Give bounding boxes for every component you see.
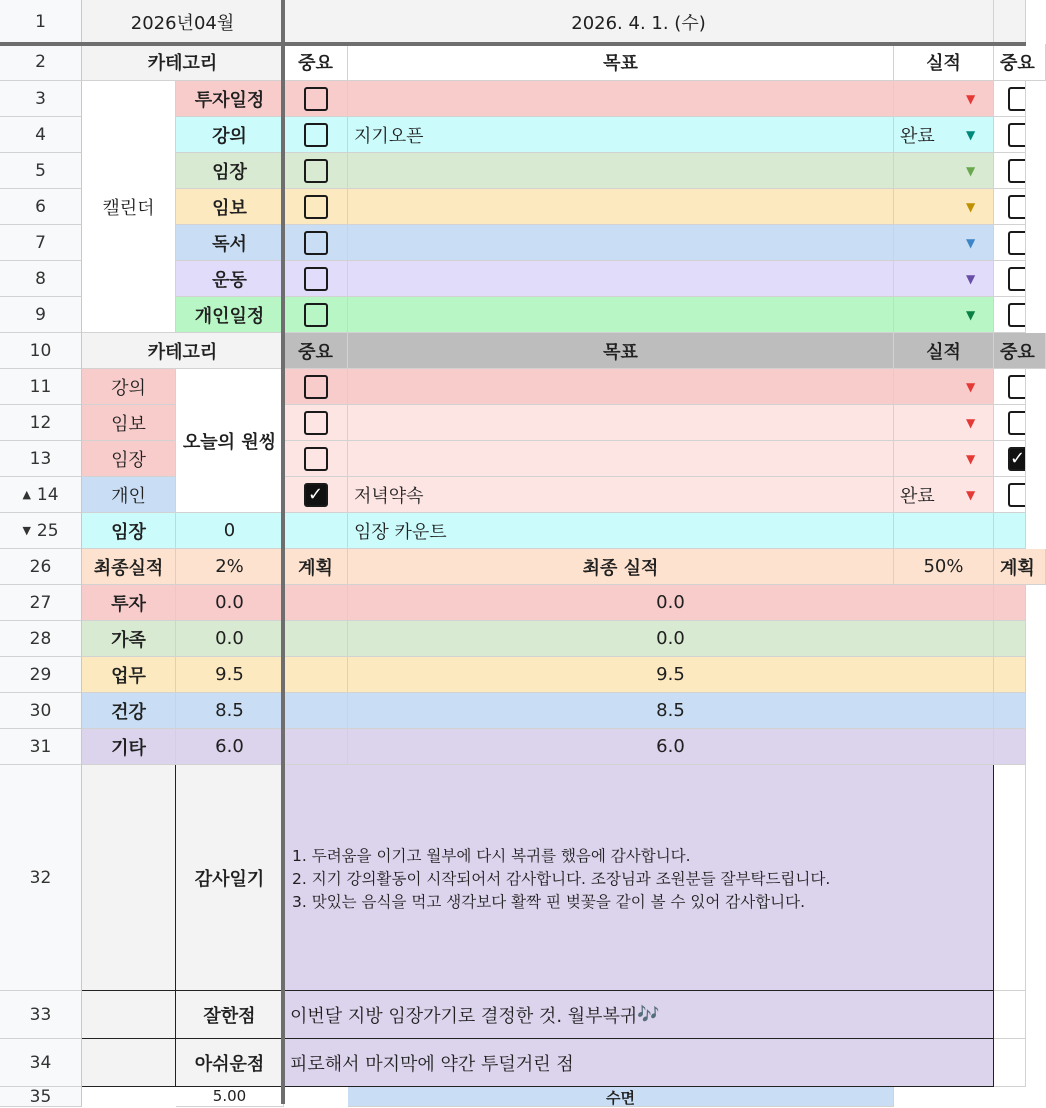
important-checkbox[interactable] [304, 411, 328, 435]
result-dropdown[interactable] [894, 297, 994, 333]
important-checkbox[interactable] [304, 87, 328, 111]
imjang-count-label: 임장 카운트 [348, 513, 894, 549]
important-cell [284, 225, 348, 261]
important-cell [284, 405, 348, 441]
next-important-cell [994, 153, 1026, 189]
final-value: 2% [176, 549, 284, 585]
next-important-checkbox[interactable] [1008, 303, 1025, 327]
row-header: 30 [0, 693, 82, 729]
regret-text[interactable]: 피로해서 마지막에 약간 투덜거린 점 [284, 1039, 994, 1087]
next-important-cell [994, 405, 1026, 441]
next-important-checkbox[interactable] [1008, 483, 1025, 507]
goal-cell[interactable] [348, 405, 894, 441]
next-important-cell [994, 117, 1026, 153]
result-header: 실적 [894, 44, 994, 81]
score-category: 가족 [82, 621, 176, 657]
one-thing-label: 오늘의 원씽 [176, 369, 284, 513]
row-header: 9 [0, 297, 82, 333]
important-cell [284, 189, 348, 225]
score-main: 0.0 [348, 621, 994, 657]
row-header: 11 [0, 369, 82, 405]
dropdown-arrow-icon[interactable]: ▼ [966, 200, 976, 214]
important-checkbox[interactable] [304, 375, 328, 399]
important-checkbox[interactable] [304, 267, 328, 291]
next-important-cell [994, 477, 1026, 513]
imjang-label: 임장 [82, 513, 176, 549]
score-main: 8.5 [348, 693, 994, 729]
calendar-category: 강의 [176, 117, 284, 153]
next-important-checkbox[interactable] [1008, 123, 1025, 147]
row-header: 26 [0, 549, 82, 585]
next-date-cell [994, 0, 1026, 44]
gratitude-line: 2. 지기 강의활동이 시작되어서 감사합니다. 조장님과 조원분들 잘부탁드립니다. [292, 870, 831, 888]
row-header: 13 [0, 441, 82, 477]
score-next [994, 657, 1026, 693]
goal-cell[interactable] [348, 153, 894, 189]
important-checkbox[interactable] [304, 159, 328, 183]
important-header: 중요 [284, 44, 348, 81]
next-important-checkbox[interactable] [1008, 159, 1025, 183]
result-dropdown[interactable] [894, 261, 994, 297]
one-thing-category: 임보 [82, 405, 176, 441]
goal-cell[interactable] [348, 189, 894, 225]
category-header: 카테고리 [82, 44, 284, 81]
score-main: 9.5 [348, 657, 994, 693]
freeze-column-divider[interactable] [281, 0, 285, 1104]
score-category: 건강 [82, 693, 176, 729]
dropdown-arrow-icon[interactable]: ▼ [966, 236, 976, 250]
calendar-category: 개인일정 [176, 297, 284, 333]
next-important-cell [994, 225, 1026, 261]
important-cell [284, 297, 348, 333]
goal-cell[interactable]: 지기오픈 [348, 117, 894, 153]
result-dropdown[interactable] [894, 81, 994, 117]
expand-up-icon[interactable]: ▲ [22, 488, 31, 501]
row-header: 29 [0, 657, 82, 693]
collapse-down-icon[interactable]: ▼ [22, 524, 31, 537]
regret-next [994, 1039, 1026, 1087]
row-header: 4 [0, 117, 82, 153]
gratitude-text[interactable] [284, 765, 994, 991]
result-dropdown[interactable] [894, 153, 994, 189]
row-header: 31 [0, 729, 82, 765]
row-header: 28 [0, 621, 82, 657]
goal-cell[interactable] [348, 81, 894, 117]
score-value: 8.5 [176, 693, 284, 729]
result-dropdown[interactable] [894, 405, 994, 441]
score-blank [284, 585, 348, 621]
month-cell: 2026년04월 [82, 0, 284, 44]
next-important-header: 중요 [994, 333, 1046, 369]
calendar-category: 임보 [176, 189, 284, 225]
next-important-checkbox[interactable] [1008, 87, 1025, 111]
score-blank [284, 621, 348, 657]
result-header: 실적 [894, 333, 994, 369]
next-important-cell [994, 369, 1026, 405]
category-header: 카테고리 [82, 333, 284, 369]
goal-cell[interactable] [348, 261, 894, 297]
next-important-checkbox[interactable] [1008, 195, 1025, 219]
calendar-category: 임장 [176, 153, 284, 189]
next-important-checkbox[interactable] [1008, 267, 1025, 291]
calendar-label: 캘린더 [82, 81, 176, 333]
score-value: 6.0 [176, 729, 284, 765]
dropdown-arrow-icon[interactable]: ▼ [966, 308, 976, 322]
goal-header: 목표 [348, 333, 894, 369]
date-cell: 2026. 4. 1. (수) [284, 0, 994, 44]
score-main: 6.0 [348, 729, 994, 765]
dropdown-arrow-icon[interactable]: ▼ [966, 452, 976, 466]
good-point-label: 잘한점 [176, 991, 284, 1039]
goal-cell[interactable] [348, 225, 894, 261]
row-header: 33 [0, 991, 82, 1039]
score-category: 기타 [82, 729, 176, 765]
score-main: 0.0 [348, 585, 994, 621]
goal-cell[interactable] [348, 369, 894, 405]
important-checkbox[interactable] [304, 231, 328, 255]
result-dropdown[interactable]: 완료 [894, 117, 994, 153]
imjang-next [994, 513, 1026, 549]
row-header: 6 [0, 189, 82, 225]
row-header [0, 477, 82, 513]
row-header: 3 [0, 81, 82, 117]
gratitude-line: 1. 두려움을 이기고 월부에 다시 복귀를 했음에 감사합니다. [292, 847, 691, 865]
row-header: 27 [0, 585, 82, 621]
dropdown-arrow-icon[interactable]: ▼ [966, 164, 976, 178]
row-number: 25 [36, 520, 59, 541]
dropdown-arrow-icon[interactable]: ▼ [966, 92, 976, 106]
next-important-checkbox[interactable] [1008, 447, 1025, 471]
result-dropdown[interactable] [894, 369, 994, 405]
calendar-category: 운동 [176, 261, 284, 297]
calendar-category: 독서 [176, 225, 284, 261]
score-next [994, 693, 1026, 729]
row-header: 35 [0, 1087, 82, 1107]
dropdown-arrow-icon[interactable]: ▼ [966, 416, 976, 430]
next-important-checkbox[interactable] [1008, 231, 1025, 255]
dropdown-arrow-icon[interactable]: ▼ [966, 380, 976, 394]
row-header: 12 [0, 405, 82, 441]
next-important-checkbox[interactable] [1008, 411, 1025, 435]
important-cell [284, 261, 348, 297]
score-blank [284, 729, 348, 765]
important-cell [284, 369, 348, 405]
gratitude-label: 감사일기 [176, 765, 284, 991]
next-plan-label: 계획 [994, 549, 1046, 585]
row-header: 7 [0, 225, 82, 261]
one-thing-category: 개인 [82, 477, 176, 513]
regret-label: 아쉬운점 [176, 1039, 284, 1087]
row-header: 1 [0, 0, 82, 44]
score-category: 투자 [82, 585, 176, 621]
sleep-label: 수면 [348, 1087, 894, 1107]
score-blank [284, 693, 348, 729]
goal-cell[interactable] [348, 297, 894, 333]
important-checkbox[interactable] [304, 303, 328, 327]
score-value: 9.5 [176, 657, 284, 693]
freeze-row-divider[interactable] [0, 42, 1026, 46]
good-point-text[interactable] [284, 991, 994, 1039]
score-blank [284, 657, 348, 693]
result-dropdown[interactable]: 완료 [894, 477, 994, 513]
row-header: 34 [0, 1039, 82, 1087]
final-label: 최종실적 [82, 549, 176, 585]
dropdown-arrow-icon[interactable]: ▼ [966, 272, 976, 286]
important-checkbox[interactable] [304, 447, 328, 471]
row-header: 5 [0, 153, 82, 189]
important-header: 중요 [284, 333, 348, 369]
important-checkbox[interactable] [304, 123, 328, 147]
result-dropdown[interactable] [894, 189, 994, 225]
score-next [994, 621, 1026, 657]
important-checkbox[interactable] [304, 483, 328, 507]
one-thing-category: 강의 [82, 369, 176, 405]
result-dropdown[interactable] [894, 225, 994, 261]
next-important-cell [994, 189, 1026, 225]
gratitude-blank [82, 765, 176, 991]
imjang-count: 0 [176, 513, 284, 549]
important-cell [284, 81, 348, 117]
plan-label: 계획 [284, 549, 348, 585]
final-percent: 50% [894, 549, 994, 585]
row-header: 8 [0, 261, 82, 297]
next-important-cell [994, 261, 1026, 297]
score-category: 업무 [82, 657, 176, 693]
score-next [994, 729, 1026, 765]
next-important-checkbox[interactable] [1008, 375, 1025, 399]
important-checkbox[interactable] [304, 195, 328, 219]
calendar-category: 투자일정 [176, 81, 284, 117]
important-cell [284, 441, 348, 477]
score-next [994, 585, 1026, 621]
important-cell [284, 117, 348, 153]
score-value: 0.0 [176, 585, 284, 621]
row-header: 32 [0, 765, 82, 991]
dropdown-arrow-icon[interactable]: ▼ [966, 488, 976, 502]
result-dropdown[interactable] [894, 441, 994, 477]
gratitude-next [994, 765, 1026, 991]
goal-header: 목표 [348, 44, 894, 81]
next-important-cell [994, 441, 1026, 477]
good-next [994, 991, 1026, 1039]
music-note-icon: 🎶 [637, 1004, 660, 1025]
sleep-value: 5.00 [176, 1087, 284, 1107]
imjang-result [894, 513, 994, 549]
next-important-cell [994, 81, 1026, 117]
row-number: 14 [36, 484, 59, 505]
score-value: 0.0 [176, 621, 284, 657]
next-important-cell [994, 297, 1026, 333]
good-blank [82, 991, 176, 1039]
dropdown-arrow-icon[interactable]: ▼ [966, 128, 976, 142]
one-thing-category: 임장 [82, 441, 176, 477]
regret-blank [82, 1039, 176, 1087]
goal-cell[interactable]: 저녁약속 [348, 477, 894, 513]
important-cell [284, 477, 348, 513]
final-title: 최종 실적 [348, 549, 894, 585]
row-header: 2 [0, 44, 82, 81]
good-point-value: 이번달 지방 임장가기로 결정한 것. 월부복귀 [290, 1005, 638, 1027]
next-important-header: 중요 [994, 44, 1046, 81]
row-header: 10 [0, 333, 82, 369]
imjang-blank [284, 513, 348, 549]
gratitude-line: 3. 맛있는 음식을 먹고 생각보다 활짝 핀 벚꽃을 같이 볼 수 있어 감사합니다. [292, 893, 806, 911]
important-cell [284, 153, 348, 189]
row-header [0, 513, 82, 549]
goal-cell[interactable] [348, 441, 894, 477]
